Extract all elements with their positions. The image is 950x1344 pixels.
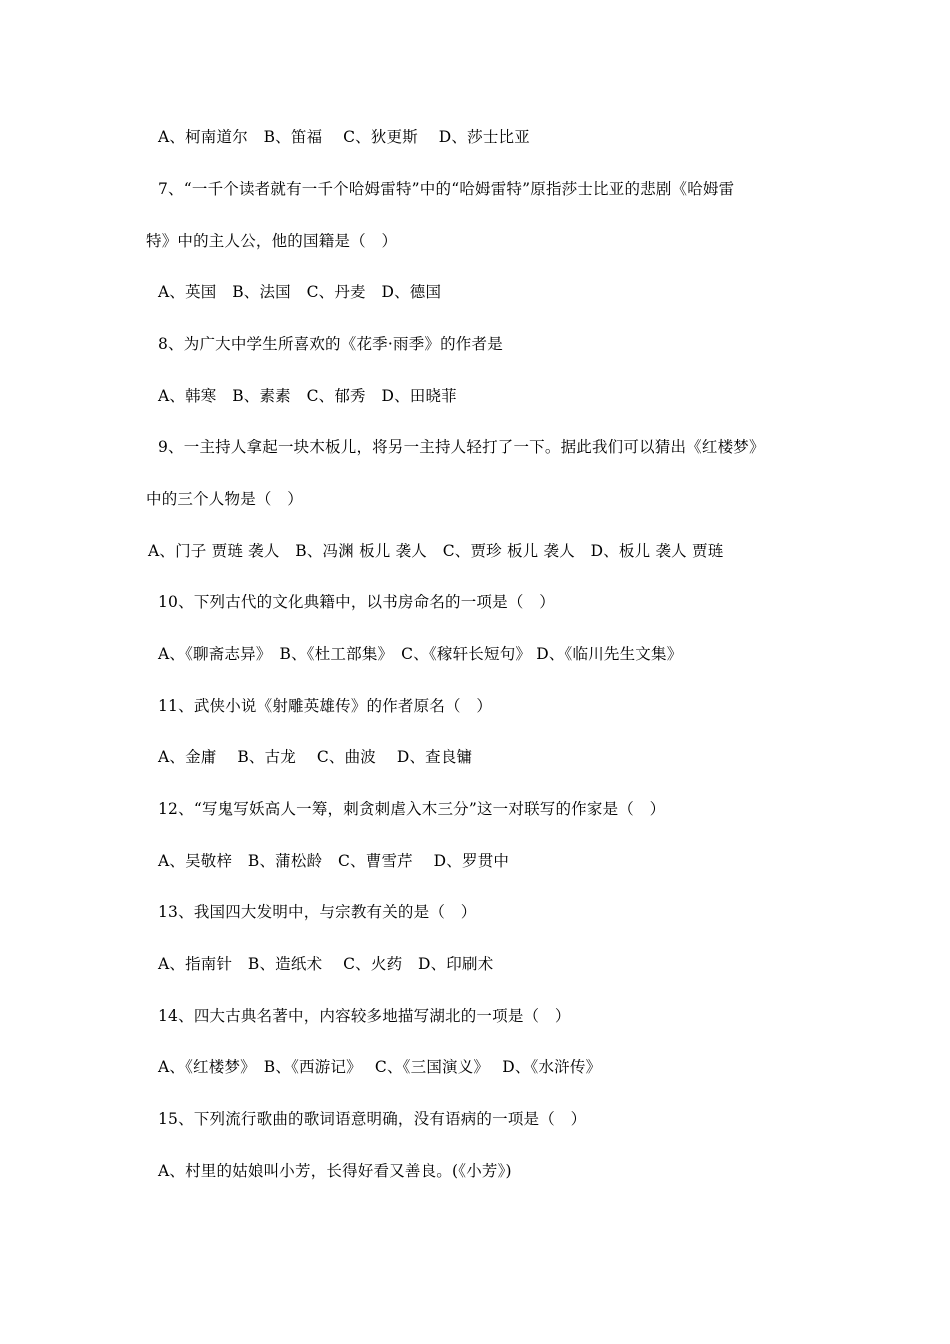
option-line-q12: A、吴敬梓 B、蒲松龄 C、曹雪芹 D、罗贯中 — [158, 852, 510, 870]
question-11: 11、武侠小说《射雕英雄传》的作者原名（ ） — [158, 697, 493, 715]
question-13: 13、我国四大发明中，与宗教有关的是（ ） — [158, 903, 477, 921]
question-9-line-2: 中的三个人物是（ ） — [146, 490, 304, 508]
question-12: 12、“写鬼写妖高人一筹，刺贪刺虐入木三分”这一对联写的作家是（ ） — [158, 800, 666, 818]
question-7-line-1: 7、“一千个读者就有一千个哈姆雷特”中的“哈姆雷特”原指莎士比亚的悲剧《哈姆雷 — [158, 180, 735, 198]
question-14: 14、四大古典名著中，内容较多地描写湖北的一项是（ ） — [158, 1007, 571, 1025]
option-line-q6: A、柯南道尔 B、笛福 C、狄更斯 D、莎士比亚 — [158, 128, 530, 146]
question-15: 15、下列流行歌曲的歌词语意明确，没有语病的一项是（ ） — [158, 1110, 587, 1128]
option-line-q13: A、指南针 B、造纸术 C、火药 D、印刷术 — [158, 955, 494, 973]
option-line-q15-a: A、村里的姑娘叫小芳，长得好看又善良。(《小芳》) — [158, 1162, 512, 1180]
question-8: 8、为广大中学生所喜欢的《花季·雨季》的作者是 — [158, 335, 503, 353]
option-line-q10: A、《聊斋志异》 B、《杜工部集》 C、《稼轩长短句》 D、《临川先生文集》 — [158, 645, 683, 663]
option-line-q14: A、《红楼梦》 B、《西游记》 C、《三国演义》 D、《水浒传》 — [158, 1058, 602, 1076]
question-9-line-1: 9、一主持人拿起一块木板儿，将另一主持人轻打了一下。据此我们可以猜出《红楼梦》 — [158, 438, 765, 456]
option-line-q11: A、金庸 B、古龙 C、曲波 D、查良镛 — [158, 748, 473, 766]
option-line-q7: A、英国 B、法国 C、丹麦 D、德国 — [158, 283, 442, 301]
question-10: 10、下列古代的文化典籍中，以书房命名的一项是（ ） — [158, 593, 555, 611]
question-7-line-2: 特》中的主人公，他的国籍是（ ） — [146, 232, 398, 250]
option-line-q8: A、韩寒 B、素素 C、郁秀 D、田晓菲 — [158, 387, 457, 405]
option-line-q9: A、门子 贾琏 袭人 B、冯渊 板儿 袭人 C、贾珍 板儿 袭人 D、板儿 袭人 贾琏 — [148, 542, 724, 560]
